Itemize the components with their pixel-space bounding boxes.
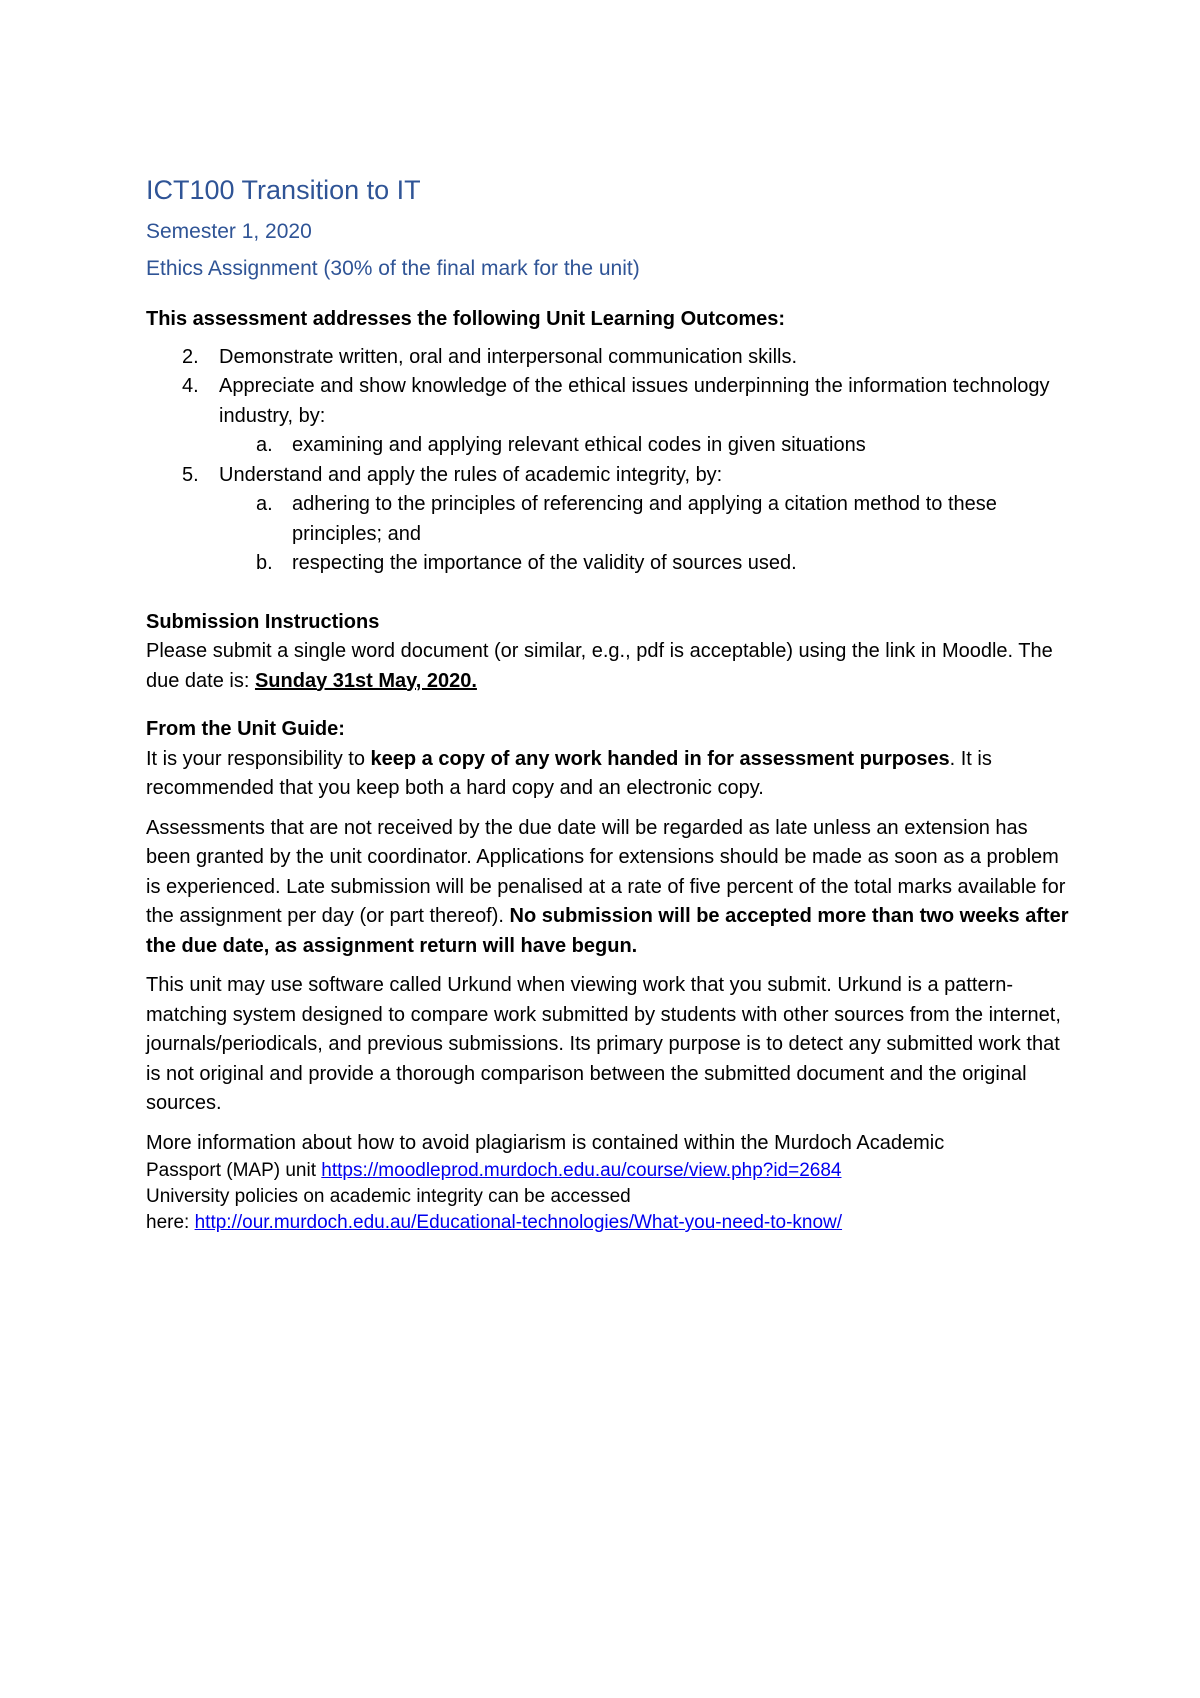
submission-instructions: Please submit a single word document (or similar, e.g., pdf is acceptable) using the link in Moodle. The due date is: [146,640,1053,692]
semester-subtitle: Semester 1, 2020 [146,220,312,243]
p1-post: . It is recommended that you keep both a hard copy and an electronic copy. [146,747,992,799]
outcomes-list [146,343,1071,579]
document-title: ICT100 Transition to IT [146,175,421,205]
map-unit-link[interactable]: https://moodleprod.murdoch.edu.au/course/view.php?id=2684 [321,1160,842,1181]
outcome-number: 5. [182,463,199,486]
outcome-text: Demonstrate written, oral and interpersonal communication skills. [219,345,798,368]
p4-line-4 [146,1210,1071,1236]
academic-integrity-policy-link[interactable]: http://our.murdoch.edu.au/Educational-technologies/What-you-need-to-know/ [194,1212,843,1233]
unit-guide-section [146,715,1071,1236]
p1-bold: keep a copy of any work handed in for assessment purposes [370,747,950,770]
unit-guide-paragraph-4 [146,1129,1071,1237]
p2-bold: No submission will be accepted more than two weeks after the due date, as assignment return will have begun. [146,905,1069,957]
outcome-number: 2. [182,345,199,368]
unit-guide-paragraph-2 [146,814,1071,962]
outcome-subitem [219,490,1071,549]
outcome-item [146,461,1071,579]
p4-line-3: University policies on academic integrity can be accessed [146,1186,631,1207]
outcomes-heading: This assessment addresses the following Unit Learning Outcomes: [146,308,786,330]
unit-guide-paragraph-1 [146,745,1071,804]
assignment-subtitle: Ethics Assignment (30% of the final mark for the unit) [146,257,640,280]
unit-guide-heading: From the Unit Guide: [146,718,345,740]
submission-text [146,637,1071,696]
submission-section [146,608,1071,697]
outcome-item [146,343,1071,373]
outcome-text: Appreciate and show knowledge of the ethical issues underpinning the information technology industry, by: [219,375,1050,427]
subitem-text: respecting the importance of the validity of sources used. [292,552,797,574]
subitem-text: adhering to the principles of referencing and applying a citation method to these principles; and [292,493,997,545]
p4-line-1: More information about how to avoid plagiarism is contained within the Murdoch Academic [146,1131,945,1154]
outcome-number: 4. [182,375,199,397]
p4-line-2-text: Passport (MAP) unit [146,1160,322,1181]
outcome-sublist [219,431,1071,461]
outcome-subitem [219,431,1071,461]
p4-line-4-text: here: [146,1212,195,1233]
submission-heading: Submission Instructions [146,610,380,633]
subitem-letter: b. [256,552,273,574]
subitem-letter: a. [256,434,273,456]
outcome-text: Understand and apply the rules of academic integrity, by: [219,463,723,486]
p2-pre: Assessments that are not received by the due date will be regarded as late unless an extension has been granted by the unit coordinator. Applications for extensions should be made as soon as a problem is experienced. Late submission will be penalised at a rate of five percent of the total marks available for the assignment per day (or part thereof). [146,816,1066,927]
unit-guide-paragraph-3: This unit may use software called Urkund when viewing work that you submit. Urkund is a pattern-matching system designed to compare work submitted by students with other sources from the internet, journals/periodicals, and previous submissions. Its primary purpose is to detect any submitted work that is not original and provide a thorough comparison between the submitted document and the original sources. [146,974,1061,1114]
outcome-sublist [219,490,1071,579]
p4-line-2 [146,1158,1071,1184]
document-content [146,172,1071,1236]
outcome-item [146,372,1071,461]
p1-pre: It is your responsibility to [146,747,371,770]
outcome-subitem [219,549,1071,579]
subitem-text: examining and applying relevant ethical codes in given situations [292,434,866,456]
due-date: Sunday 31st May, 2020. [254,669,477,692]
subitem-letter: a. [256,493,273,515]
